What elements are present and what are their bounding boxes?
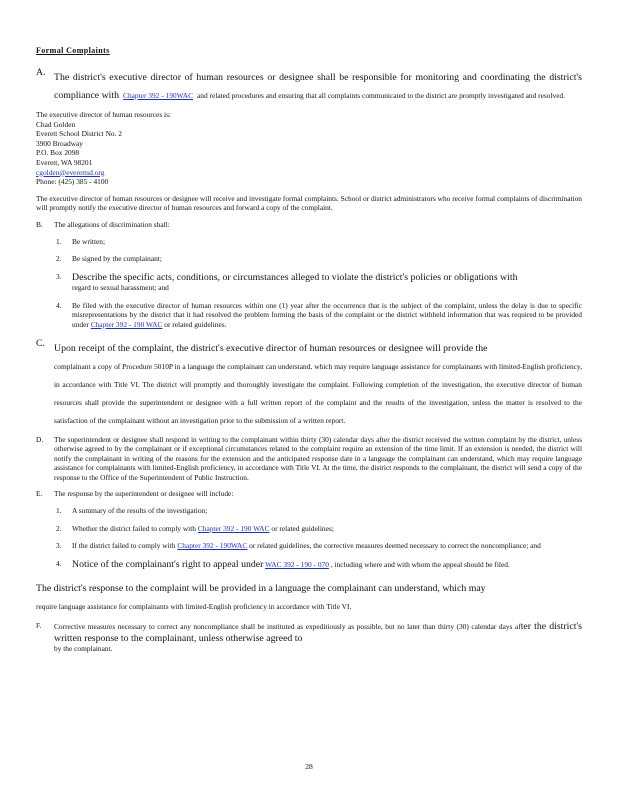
section-a-lead: The district's executive director of human resources or designee shall be responsible for monitoring and coordinating the district's compliance with bbox=[54, 72, 582, 101]
page-number: 28 bbox=[305, 762, 313, 771]
section-e bbox=[36, 489, 582, 499]
section-d-label: D. bbox=[36, 434, 44, 444]
contact-line: Everett School District No. 2 bbox=[36, 129, 123, 139]
list-number: 2. bbox=[56, 523, 62, 533]
paragraph: The executive director of human resources or designee will receive and investigate formal complaints. School or district administrators who receive formal complaints of discrimination will promptly notify the executive director of human resources and forward a copy of the complaint. bbox=[36, 193, 582, 213]
chapter-link[interactable]: Chapter 392 - 190 WAC bbox=[90, 319, 163, 329]
list-text: or related guidelines, the corrective measures deemed necessary to correct the noncompliance; and bbox=[249, 541, 541, 551]
section-a-text: and related procedures and ensuring that all complaints communicated to the district are promptly investigated and resolved. bbox=[197, 91, 566, 100]
paragraph bbox=[36, 578, 582, 614]
list-item bbox=[36, 559, 582, 570]
list-number: 3. bbox=[56, 541, 62, 551]
list-number: 2. bbox=[56, 254, 62, 264]
list-item bbox=[36, 506, 582, 516]
list-lead: Notice of the complainant's right to appeal under bbox=[72, 558, 264, 570]
section-f-lead: ter the district's written response to the complainant, unless otherwise agreed to bbox=[54, 621, 582, 644]
list-text: If the district failed to comply with bbox=[72, 541, 176, 551]
list-text: regard to sexual harassment; and bbox=[72, 283, 169, 293]
chapter-link[interactable]: Chapter 392 - 190WAC bbox=[177, 541, 248, 551]
document-page bbox=[36, 46, 582, 661]
list-lead: Describe the specific acts, conditions, or circumstances alleged to violate the district's policies or obligations with bbox=[72, 271, 518, 283]
section-a bbox=[36, 67, 582, 103]
paragraph-text: require language assistance for complainants with limited-English proficiency in accordance with Title VI. bbox=[36, 602, 352, 612]
wac-link[interactable]: WAC 392 - 190 - 070 bbox=[265, 559, 329, 569]
section-d bbox=[36, 435, 582, 483]
list-item bbox=[36, 541, 582, 551]
list-number: 3. bbox=[56, 271, 62, 281]
section-heading: Formal Complaints bbox=[36, 46, 110, 55]
list-item bbox=[36, 254, 582, 264]
contact-line: Chad Golden bbox=[36, 119, 76, 129]
contact-intro: The executive director of human resources is: bbox=[36, 110, 172, 119]
list-number: 4. bbox=[56, 300, 62, 310]
list-text: Whether the district failed to comply with bbox=[72, 523, 196, 533]
section-c-label: C. bbox=[36, 337, 45, 349]
chapter-link[interactable]: Chapter 392 - 190WAC bbox=[123, 91, 194, 100]
contact-line: P.O. Box 2098 bbox=[36, 148, 80, 158]
list-text: or related guidelines. bbox=[164, 319, 227, 329]
section-c-text: complainant a copy of Procedure 5010P in a language the complainant can understand, which may require language assistance for complainants with limited-English proficiency, in accordance with Title VI. The district will promptly and thoroughly investigate the complaint. Following completion of the investigation, the executive director of human resources shall provide the superintendent or designee with a full written report of the complaint and the results of the investigation, unless the matter is resolved to the satisfaction of the complainant without an investigation prior to the submission of a written report. bbox=[54, 361, 582, 425]
list-item bbox=[36, 524, 582, 534]
section-b-text: The allegations of discrimination shall: bbox=[54, 219, 170, 229]
list-item bbox=[36, 272, 582, 293]
section-a-label: A. bbox=[36, 67, 46, 78]
section-b-label: B. bbox=[36, 219, 43, 229]
list-number: 1. bbox=[56, 506, 62, 516]
list-text: , including where and with whom the appeal should be filed. bbox=[330, 559, 510, 569]
list-item bbox=[36, 237, 582, 247]
list-text: A summary of the results of the investigation; bbox=[72, 506, 208, 516]
paragraph-lead: The district's response to the complaint will be provided in a language the complainant can understand, which may bbox=[36, 583, 486, 595]
section-f-text: by the complainant. bbox=[54, 644, 113, 654]
section-e-text: The response by the superintendent or designee will include: bbox=[54, 489, 234, 499]
section-c-lead: Upon receipt of the complaint, the district's executive director of human resources or designee will provide the bbox=[54, 342, 488, 354]
list-number: 4. bbox=[56, 558, 62, 568]
section-d-text: The superintendent or designee shall respond in writing to the complainant within thirty (30) calendar days after the district received the written complaint by the district, unless otherwise agreed to by the complainant or if exceptional circumstances related to the complaint require an extension of the time limit. If an extension is needed, the district will notify the complainant in writing of the reasons for the extension and the anticipated response date in a language the complainant can understand, which may require language assistance for complainants with limited-English proficiency, in accordance with Title VI. At the time, the district responds to the complainant, the district will send a copy of the response to the Office of the Superintendent of Public Instruction. bbox=[54, 434, 582, 482]
contact-line: Everett, WA 98201 bbox=[36, 157, 93, 167]
contact-line: 3900 Broadway bbox=[36, 138, 84, 148]
contact-block bbox=[36, 110, 582, 187]
list-number: 1. bbox=[56, 236, 62, 246]
section-f-text: Corrective measures necessary to correct any noncompliance shall be instituted as expeditiously as possible, but no later than thirty (30) calendar days af bbox=[54, 622, 521, 632]
list-text: Be written; bbox=[72, 236, 106, 246]
section-f-label: F. bbox=[36, 621, 42, 631]
list-text: Be filed with the executive director of human resources within one (1) year after the occurrence that is the subject of the complaint, unless the delay is due to specific misrepresentations by the district that it had resolved the problem forming the basis of the complaint or the district withheld information that was required to be provided under bbox=[72, 300, 582, 329]
section-f bbox=[36, 621, 582, 653]
section-c bbox=[36, 338, 582, 428]
list-text: Be signed by the complainant; bbox=[72, 254, 162, 264]
list-text: or related guidelines; bbox=[271, 523, 334, 533]
contact-phone: Phone: (425) 385 - 4100 bbox=[36, 177, 109, 187]
list-item bbox=[36, 301, 582, 330]
section-e-label: E. bbox=[36, 489, 43, 499]
email-link[interactable]: cgolden@everettsd.org bbox=[36, 167, 105, 177]
chapter-link[interactable]: Chapter 392 - 190 WAC bbox=[197, 523, 270, 533]
section-b bbox=[36, 220, 582, 230]
